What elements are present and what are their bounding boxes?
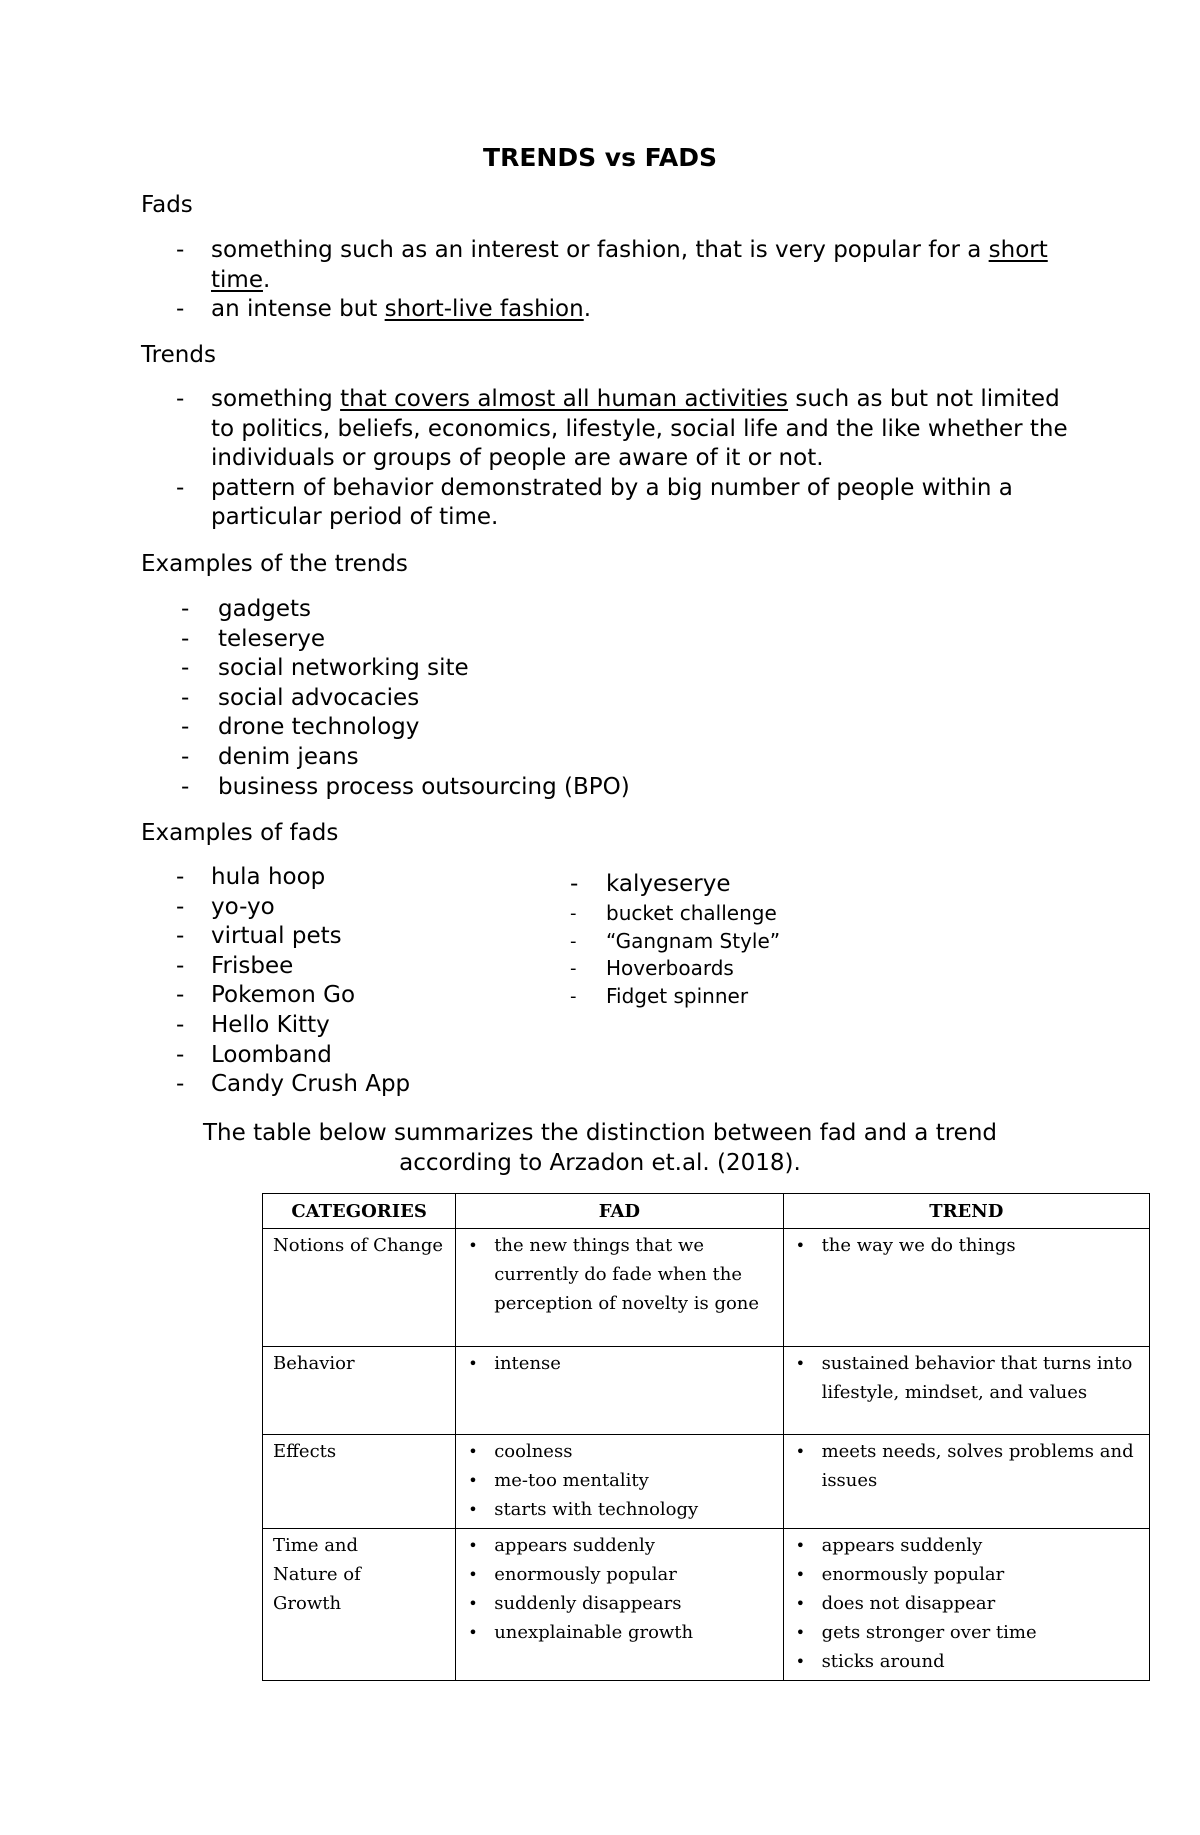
list-item <box>141 595 941 625</box>
dash-marker: - <box>176 1041 185 1068</box>
cell-bullet-item <box>794 1618 1141 1647</box>
dash-marker: - <box>181 625 190 652</box>
dash-marker: - <box>176 1011 185 1038</box>
cell-bullet-item <box>466 1466 774 1495</box>
list-item <box>141 773 941 803</box>
cell-text: sticks around <box>821 1651 945 1672</box>
cell-text: the way we do things <box>821 1235 1016 1256</box>
fad-examples-heading: Examples of fads <box>141 820 339 846</box>
underlined-text: that covers almost all human activities <box>340 386 789 412</box>
cell-text: suddenly disappears <box>494 1593 682 1614</box>
cell-bullet-item <box>466 1495 774 1524</box>
fad-examples-right-list <box>570 868 990 1010</box>
page-title: TRENDS vs FADS <box>483 143 717 172</box>
bullet-marker: • <box>795 1623 805 1642</box>
table-header-row <box>263 1194 1150 1229</box>
bullet-marker: • <box>795 1594 805 1613</box>
dash-marker: - <box>176 923 185 950</box>
cell-bullet-item <box>466 1531 774 1560</box>
list-item <box>141 713 941 743</box>
fad-cell <box>456 1347 783 1435</box>
cell-bullet-item <box>794 1531 1141 1560</box>
list-item <box>141 654 941 684</box>
trend-cell <box>783 1435 1149 1529</box>
cell-bullet-item <box>794 1349 1141 1407</box>
list-item <box>141 385 1071 474</box>
fads-heading: Fads <box>141 192 193 218</box>
cell-text: gets stronger over time <box>821 1622 1037 1643</box>
cell-text: appears suddenly <box>494 1535 655 1556</box>
bullet-marker: • <box>468 1500 478 1519</box>
list-item <box>141 236 1071 295</box>
item-text: kalyeserye <box>606 871 731 897</box>
list-item <box>570 983 990 1011</box>
item-text: virtual pets <box>211 923 342 950</box>
bullet-marker: • <box>795 1354 805 1373</box>
item-text: drone technology <box>218 714 420 741</box>
item-text: Hello Kitty <box>211 1011 330 1038</box>
list-item <box>141 743 941 773</box>
item-text: Frisbee <box>211 952 294 979</box>
dash-marker: - <box>176 864 185 890</box>
item-text: teleserye <box>218 625 326 652</box>
bullet-marker: • <box>795 1442 805 1461</box>
category-cell: Behavior <box>263 1347 456 1435</box>
trend-examples-list <box>141 595 941 802</box>
cell-bullet-item <box>466 1437 774 1466</box>
dash-marker: - <box>570 958 577 979</box>
dash-marker: - <box>176 296 185 323</box>
cell-text: enormously popular <box>494 1564 677 1585</box>
cell-bullet-item <box>466 1349 774 1378</box>
list-item <box>141 922 561 952</box>
cell-bullet-item <box>794 1231 1141 1260</box>
cell-text: appears suddenly <box>821 1535 983 1556</box>
cell-text: starts with technology <box>494 1499 699 1520</box>
item-text: yo-yo <box>211 893 275 920</box>
fad-cell <box>456 1229 783 1347</box>
fad-examples-left-list <box>141 863 561 1100</box>
fads-definition-list <box>141 236 1071 325</box>
item-text: something such as an interest or fashion, that is very popular for a <box>211 237 989 263</box>
bullet-marker: • <box>795 1236 805 1255</box>
trend-cell <box>783 1229 1149 1347</box>
cell-text: does not disappear <box>821 1593 996 1614</box>
dash-marker: - <box>176 474 185 501</box>
cell-text: sustained behavior that turns into lifestyle, mindset, and values <box>821 1353 1133 1403</box>
cell-bullet-item <box>794 1647 1141 1676</box>
list-item <box>141 474 1071 533</box>
cell-bullet-item <box>466 1589 774 1618</box>
dash-marker: - <box>176 982 185 1009</box>
bullet-marker: • <box>468 1594 478 1613</box>
trends-heading: Trends <box>141 342 216 368</box>
cell-bullet-item <box>466 1560 774 1589</box>
list-item <box>141 1011 561 1041</box>
dash-marker: - <box>570 985 577 1007</box>
item-text: social advocacies <box>218 684 420 711</box>
bullet-marker: • <box>468 1536 478 1555</box>
cell-text: coolness <box>494 1441 573 1462</box>
underlined-text: short-live fashion <box>384 296 584 323</box>
item-text-end: . <box>583 296 592 323</box>
item-text: Pokemon Go <box>211 982 356 1009</box>
item-text: Fidget spinner <box>606 983 749 1008</box>
trend-cell <box>783 1529 1149 1681</box>
item-text: Candy Crush App <box>211 1071 411 1098</box>
cell-bullet-item <box>794 1437 1141 1495</box>
item-text: gadgets <box>218 596 312 622</box>
bullet-marker: • <box>468 1236 478 1255</box>
item-text: something <box>211 386 341 412</box>
dash-marker: - <box>176 237 185 263</box>
list-item <box>141 625 941 655</box>
list-item <box>141 1070 561 1100</box>
cell-text: intense <box>494 1353 561 1374</box>
list-item <box>141 863 561 893</box>
list-item <box>141 1041 561 1071</box>
item-text: bucket challenge <box>606 901 777 925</box>
bullet-marker: • <box>468 1442 478 1461</box>
cell-bullet-item <box>466 1618 774 1647</box>
fad-cell <box>456 1529 783 1681</box>
fad-cell <box>456 1435 783 1529</box>
dash-marker: - <box>181 655 190 682</box>
bullet-marker: • <box>795 1536 805 1555</box>
item-text: Hoverboards <box>606 956 734 980</box>
dash-marker: - <box>176 893 185 920</box>
list-item <box>141 684 941 714</box>
dash-marker: - <box>181 596 190 622</box>
dash-marker: - <box>570 930 577 952</box>
list-item <box>141 893 561 923</box>
cell-text: me-too mentality <box>494 1470 649 1491</box>
cell-bullet-item <box>466 1231 774 1318</box>
item-text: an intense but <box>211 296 385 323</box>
bullet-marker: • <box>468 1623 478 1642</box>
dash-marker: - <box>181 773 190 800</box>
bullet-marker: • <box>468 1471 478 1490</box>
bullet-marker: • <box>795 1565 805 1584</box>
dash-marker: - <box>181 684 190 711</box>
item-text-end: . <box>262 266 271 293</box>
dash-marker: - <box>176 952 185 979</box>
cell-text: the new things that we currently do fade when the perception of novelty is gone <box>494 1235 760 1314</box>
caption-line: according to Arzadon et.al. (2018). <box>399 1150 801 1176</box>
cell-text: meets needs, solves problems and issues <box>821 1441 1134 1491</box>
cell-bullet-item <box>794 1560 1141 1589</box>
caption-line: The table below summarizes the distinction between fad and a trend <box>203 1120 997 1146</box>
table-caption <box>150 1118 1050 1178</box>
table-row <box>263 1529 1150 1681</box>
fad-vs-trend-table <box>262 1193 1150 1681</box>
table-row <box>263 1347 1150 1435</box>
trend-cell <box>783 1347 1149 1435</box>
list-item <box>570 928 990 956</box>
underlined-text: short time <box>211 237 1048 293</box>
item-text: business process outsourcing (BPO) <box>218 773 630 800</box>
category-cell: Time and Nature of Growth <box>263 1529 456 1681</box>
dash-marker: - <box>181 743 190 770</box>
item-text: social networking site <box>218 655 469 682</box>
dash-marker: - <box>570 903 577 924</box>
category-cell: Effects <box>263 1435 456 1529</box>
table-row <box>263 1435 1150 1529</box>
item-text: “Gangnam Style” <box>606 928 781 953</box>
dash-marker: - <box>176 1071 185 1098</box>
table-row <box>263 1229 1150 1347</box>
list-item <box>141 952 561 982</box>
cell-text: unexplainable growth <box>494 1622 694 1643</box>
dash-marker: - <box>176 386 185 412</box>
list-item <box>570 868 990 900</box>
bullet-marker: • <box>468 1354 478 1373</box>
list-item <box>570 900 990 928</box>
item-text: hula hoop <box>211 864 326 890</box>
list-item <box>141 295 1071 325</box>
column-header-trend: TREND <box>783 1194 1149 1229</box>
cell-text: enormously popular <box>821 1564 1005 1585</box>
bullet-marker: • <box>468 1565 478 1584</box>
trends-definition-list <box>141 385 1071 533</box>
dash-marker: - <box>570 871 579 897</box>
dash-marker: - <box>181 714 190 741</box>
column-header-fad: FAD <box>456 1194 783 1229</box>
bullet-marker: • <box>795 1652 805 1671</box>
item-text: Loomband <box>211 1041 332 1068</box>
item-text: denim jeans <box>218 743 359 770</box>
item-text-end: such as but not limited to politics, beliefs, economics, lifestyle, social life and the like whether the individuals or groups of people are aware of it or not. <box>211 386 1068 472</box>
category-cell: Notions of Change <box>263 1229 456 1347</box>
trend-examples-heading: Examples of the trends <box>141 551 408 577</box>
list-item <box>570 955 990 983</box>
item-text: pattern of behavior demonstrated by a big number of people within a particular period of time. <box>211 474 1013 531</box>
list-item <box>141 981 561 1011</box>
cell-bullet-item <box>794 1589 1141 1618</box>
column-header-categories: CATEGORIES <box>263 1194 456 1229</box>
